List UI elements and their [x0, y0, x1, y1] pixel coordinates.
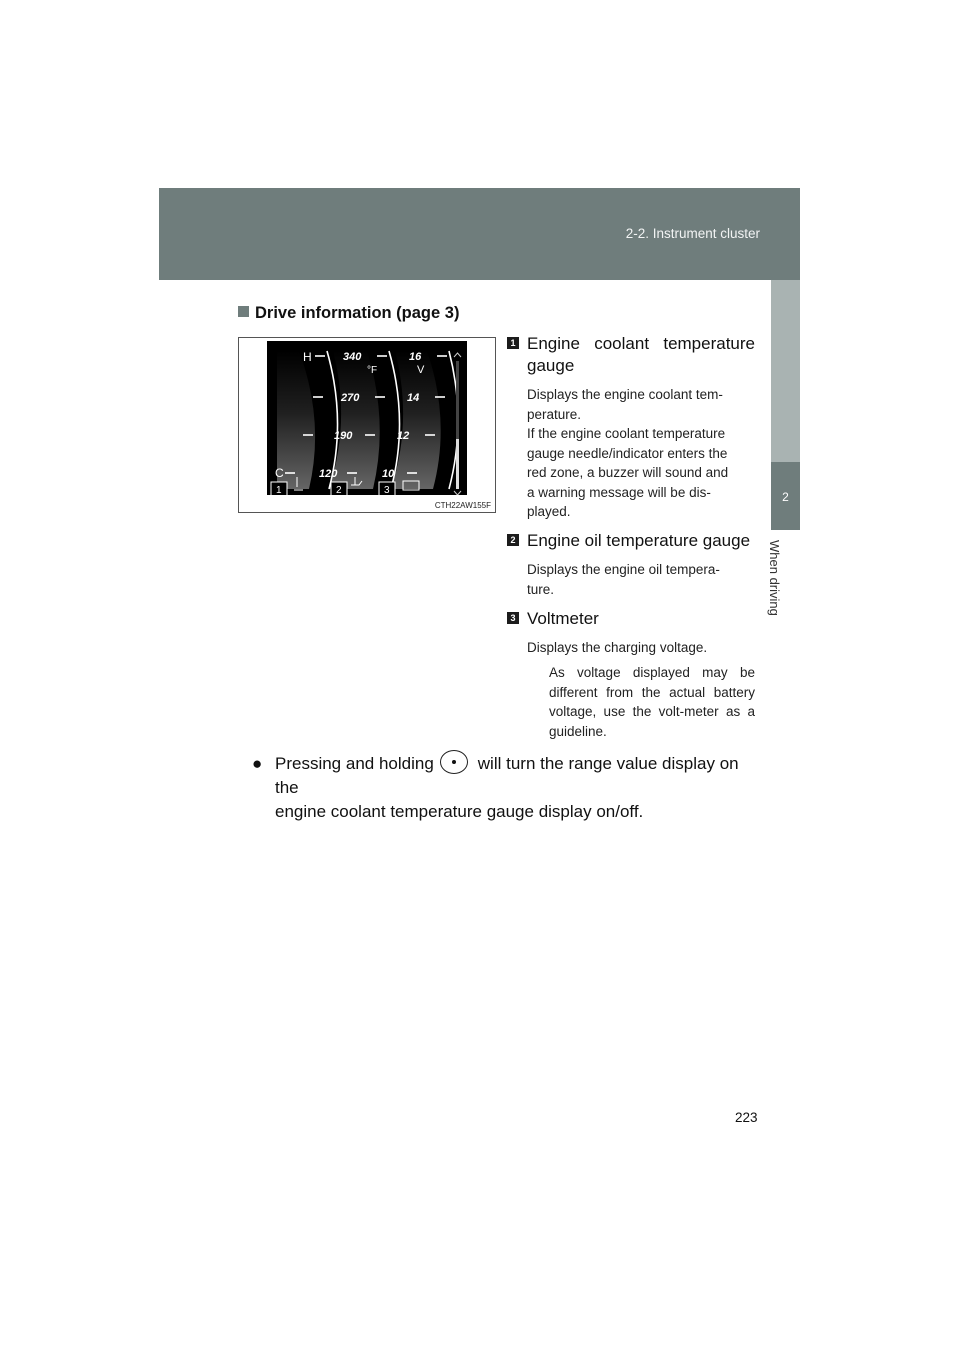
- item-desc-3: [527, 638, 755, 658]
- gauge3-value-1: 16: [409, 351, 422, 363]
- desc-line: perature.: [527, 406, 582, 422]
- bullet-note: [252, 750, 756, 824]
- side-tab-label: When driving: [767, 540, 782, 616]
- section-title-text: Drive information (page 3): [255, 304, 460, 322]
- item-title-3: Voltmeter: [527, 609, 599, 628]
- bullet-dot-icon: ●: [252, 754, 263, 773]
- marker-3: 3: [384, 485, 390, 495]
- gauge3-value-3: 12: [397, 430, 410, 442]
- page-number: 223: [735, 1110, 758, 1125]
- bullet-text-after: will turn the range value display on the: [275, 754, 739, 797]
- gauge-figure: [238, 337, 496, 513]
- desc-line: Displays the charging voltage.: [527, 640, 708, 655]
- desc-line: Displays the engine oil tempera-: [527, 562, 720, 577]
- header-band: [159, 188, 800, 280]
- side-tab: [771, 462, 800, 530]
- section-title: [238, 304, 459, 323]
- gauge2-value-2: 270: [341, 392, 360, 404]
- item-coolant-gauge: [507, 333, 755, 522]
- item-title-2: Engine oil temperature gauge: [527, 531, 751, 550]
- scrollbar-thumb: [456, 439, 459, 489]
- knob-button-icon: [440, 750, 468, 774]
- bullet-text: [275, 750, 756, 824]
- desc-line: ture.: [527, 581, 555, 597]
- gauge-display-screen: [267, 341, 467, 495]
- item-voltmeter: [507, 608, 755, 658]
- gauge2-unit: °F: [367, 365, 378, 376]
- marker-2: 2: [336, 485, 342, 495]
- desc-line: played.: [527, 504, 571, 519]
- item-desc-2: [527, 560, 755, 599]
- desc-line: red zone, a buzzer will sound and: [527, 465, 729, 480]
- voltmeter-note: As voltage displayed may be different from the actual battery voltage, use the volt-meter as a guideline.: [549, 665, 755, 739]
- marker-1: 1: [276, 485, 282, 495]
- desc-line: Displays the engine coolant tem-: [527, 387, 723, 402]
- item-desc-1: [527, 385, 755, 522]
- item-title-1: Engine coolant temperature gauge: [527, 334, 755, 375]
- gauge1-bottom-label: C: [275, 466, 284, 480]
- desc-line: gauge needle/indicator enters the: [527, 445, 728, 461]
- gauge1-top-label: H: [303, 350, 312, 364]
- side-tab-light: [771, 280, 800, 462]
- desc-line: If the engine coolant temperature: [527, 426, 726, 441]
- gauge2-value-3: 190: [334, 430, 353, 442]
- bullet-text-line2: engine coolant temperature gauge display on/off.: [275, 802, 644, 821]
- scroll-down-icon: [454, 491, 461, 495]
- bullet-text-before: Pressing and holding: [275, 754, 434, 773]
- item-number-3: 3: [507, 612, 519, 624]
- gauge3-value-2: 14: [407, 392, 420, 404]
- header-title: 2-2. Instrument cluster: [625, 226, 760, 241]
- figure-code: CTH22AW155F: [434, 501, 491, 510]
- gauge2-value-4: 120: [319, 468, 338, 480]
- gauge2-value-1: 340: [343, 351, 362, 363]
- section-square-icon: [238, 306, 249, 317]
- desc-line: a warning message will be dis-: [527, 484, 711, 500]
- item-number-2: 2: [507, 534, 519, 546]
- side-tab-number: 2: [782, 490, 789, 504]
- gauge3-unit: V: [417, 364, 425, 376]
- item-oil-gauge: [507, 530, 755, 599]
- scroll-up-icon: [454, 353, 461, 357]
- gauge3-value-4: 10: [382, 468, 395, 480]
- gauge-illustration: [267, 341, 467, 495]
- item-number-1: 1: [507, 337, 519, 349]
